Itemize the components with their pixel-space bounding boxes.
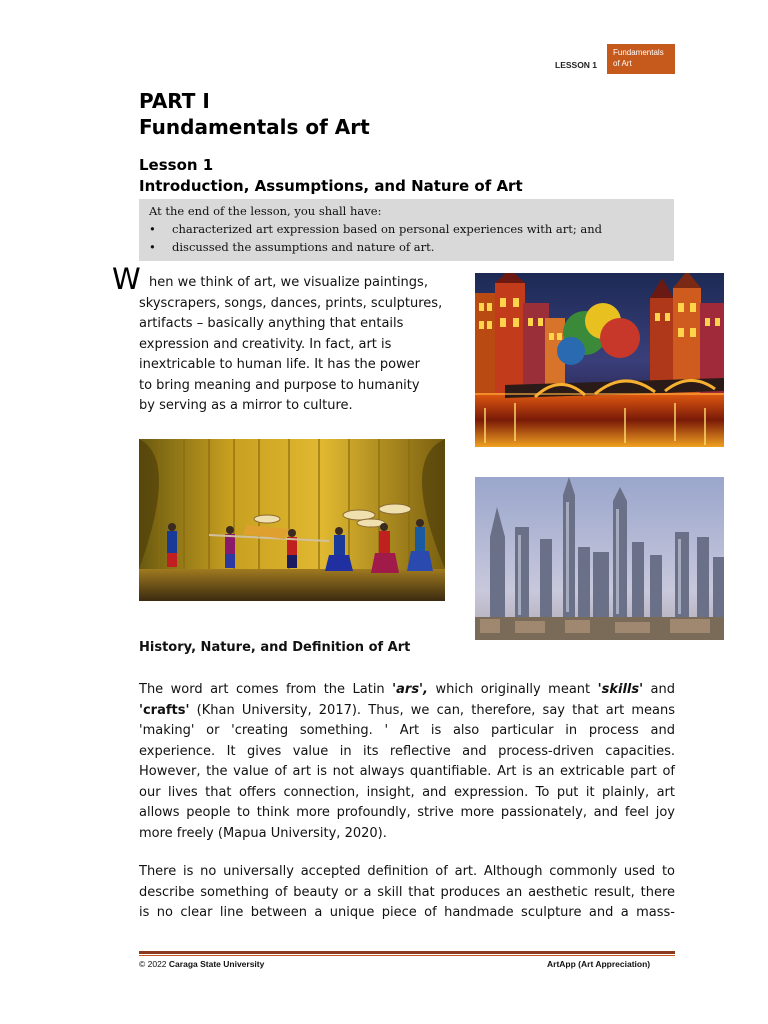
lesson-number: Lesson 1 [139, 156, 214, 174]
para-line [139, 680, 675, 701]
para-text: which originally meant [427, 682, 598, 697]
paragraph-history [139, 680, 675, 844]
para-line: is no clear line between a unique piece of handmade sculpture and a mass- [139, 905, 675, 920]
intro-line: skyscrapers, songs, dances, prints, sculptures, [139, 295, 443, 311]
part-subtitle: Fundamentals of Art [139, 115, 370, 139]
part-label: PART I [139, 89, 210, 113]
dance-performance-icon [139, 439, 445, 601]
para-text: (Khan University, 2017). Thus, we can, therefore, say that art means [189, 702, 675, 718]
para-line: describe something of beauty or a skill that produces an aesthetic result, there [139, 884, 675, 900]
lesson-heading [139, 155, 523, 197]
skyscrapers-icon [475, 477, 724, 640]
copyright-year: © 2022 [139, 959, 167, 969]
para-line: However, the value of art is not always quantifiable. Art is an extricable part of [139, 764, 675, 779]
painting-icon [475, 273, 724, 447]
page-title [139, 88, 370, 140]
intro-line: inextricable to human life. It has the power [139, 357, 421, 372]
intro-paragraph [139, 273, 459, 417]
para-text: and [643, 682, 676, 697]
header-tag-line1: Fundamentals [613, 48, 664, 57]
para-line: our lives that offers connection, insight, and expression. To put it plainly, art [139, 784, 675, 800]
dance-image [139, 439, 445, 601]
intro-line: hen we think of art, we visualize paintings, [149, 275, 428, 290]
header-tag-line2: of Art [613, 59, 632, 68]
drop-cap: W [112, 262, 141, 296]
para-line: experience. It gives value in its reflective and process-driven capacities. [139, 743, 675, 759]
lesson-name: Introduction, Assumptions, and Nature of Art [139, 177, 523, 195]
objective-item: • characterized art expression based on personal experiences with art; and [149, 220, 674, 238]
footer-divider-thin [139, 955, 675, 956]
skyline-image [475, 477, 724, 640]
paragraph-definition [139, 862, 675, 924]
intro-line: by serving as a mirror to culture. [139, 398, 353, 413]
objectives-intro: At the end of the lesson, you shall have: [149, 204, 382, 218]
footer-divider [139, 951, 675, 954]
section-heading: History, Nature, and Definition of Art [139, 640, 411, 655]
term-skills: 'skills' [597, 682, 644, 697]
objective-item: • discussed the assumptions and nature of art. [149, 238, 674, 256]
para-line [139, 701, 675, 722]
footer-copyright [139, 959, 264, 969]
footer-course: ArtApp (Art Appreciation) [547, 959, 651, 969]
para-line: 'making' or 'creating something. ' Art is also particular in process and [139, 723, 675, 738]
university-name: Caraga State University [168, 959, 265, 969]
header-topic-tag [607, 44, 675, 74]
para-line: more freely (Mapua University, 2020). [139, 825, 387, 841]
intro-line: expression and creativity. In fact, art is [139, 336, 392, 352]
objectives-list [149, 220, 674, 256]
para-text: The word art comes from the Latin [139, 682, 393, 697]
intro-line: artifacts – basically anything that entails [139, 316, 404, 331]
intro-line: to bring meaning and purpose to humanity [139, 377, 420, 393]
term-crafts: 'crafts' [139, 702, 190, 718]
painting-image [475, 273, 724, 447]
header-lesson-label: LESSON 1 [555, 60, 598, 70]
latin-term-ars: 'ars', [392, 682, 428, 697]
objectives-box [139, 199, 674, 261]
para-line: allows people to think more profoundly, strive more passionately, and feel joy [139, 805, 675, 820]
para-line: There is no universally accepted definition of art. Although commonly used to [139, 864, 675, 879]
